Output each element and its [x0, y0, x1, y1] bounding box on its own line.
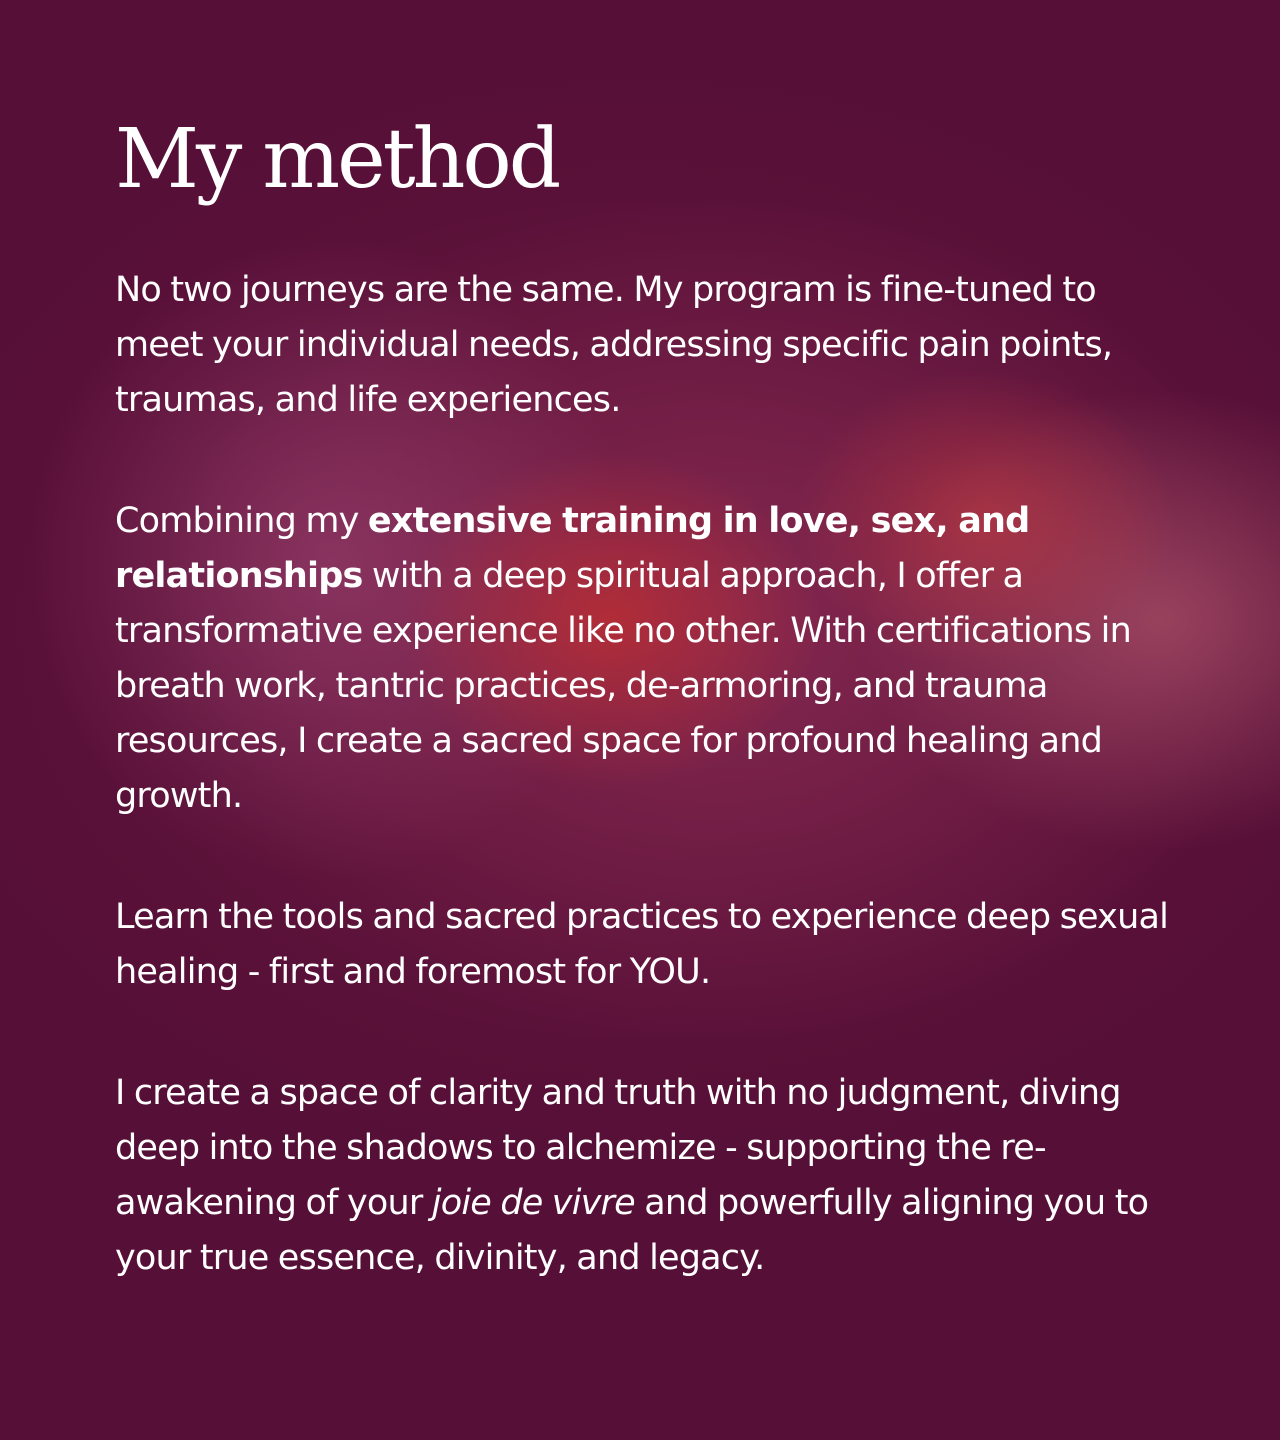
page-title: My method [115, 112, 559, 207]
clarity-rest-text: and powerfully aligning you to your true essence, divinity, and legacy. [115, 1183, 1149, 1278]
clarity-paragraph [115, 1066, 1175, 1286]
tools-paragraph: Learn the tools and sacred practices to experience deep sexual healing - first and foremost for YOU. [115, 897, 1169, 992]
training-rest-text: with a deep spiritual approach, I offer a transformative experience like no other. With certifications in breath work, tantric practices, de-armoring, and trauma resources, I create a sacred space for profound healing and growth. [115, 556, 1131, 816]
joie-de-vivre-text: joie de vivre [431, 1183, 635, 1223]
training-lead-text: Combining my [115, 501, 368, 541]
training-paragraph [115, 494, 1175, 824]
intro-paragraph: No two journeys are the same. My program is fine-tuned to meet your individual needs, addressing specific pain points, traumas, and life experiences. [115, 270, 1113, 420]
training-highlight-text: extensive training in love, sex, and relationships [115, 501, 1030, 596]
clarity-lead-text: I create a space of clarity and truth with no judgment, diving deep into the shadows to alchemize - supporting the re-awakening of your [115, 1073, 1121, 1223]
method-section [115, 110, 1175, 1286]
